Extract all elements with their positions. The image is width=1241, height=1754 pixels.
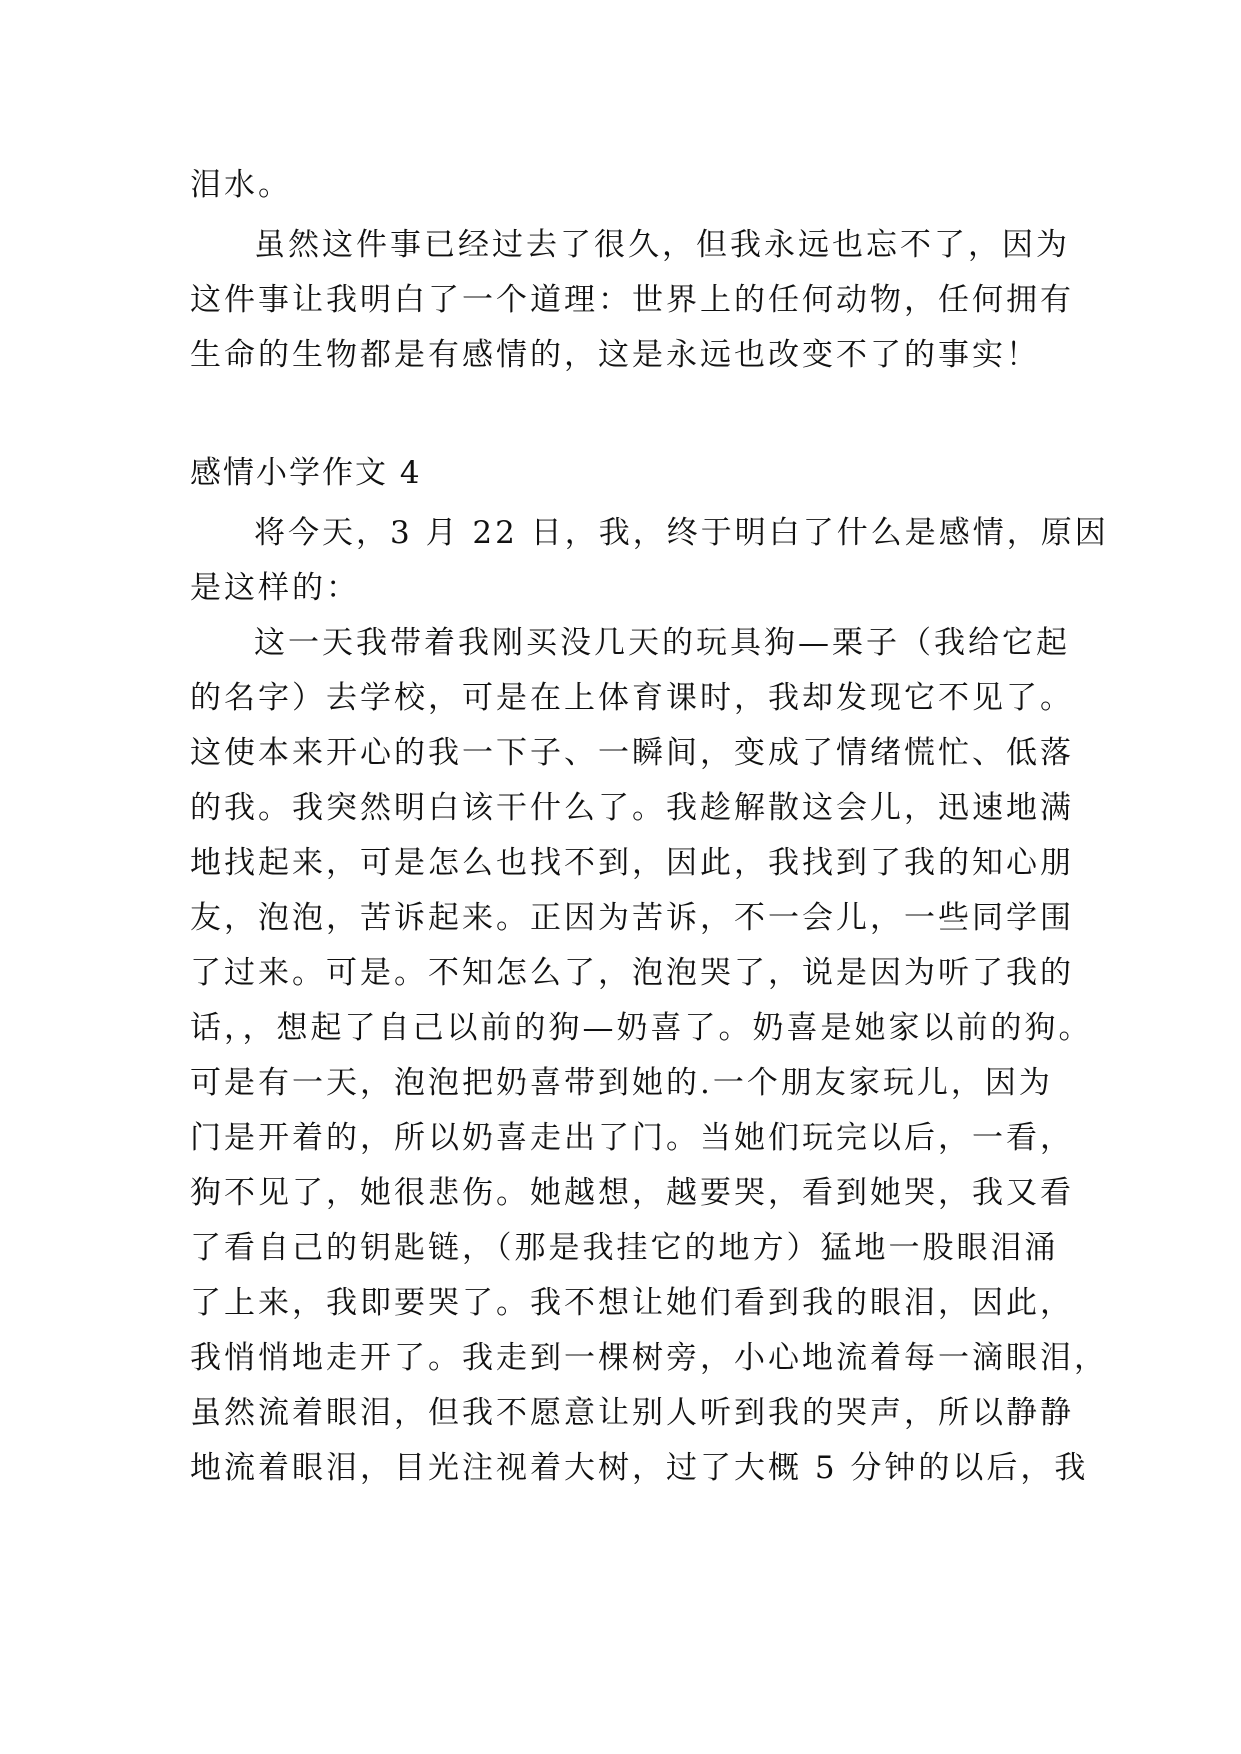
text-line: 地流着眼泪，目光注视着大树，过了大概 5 分钟的以后，我	[190, 1450, 1089, 1486]
text-line: 了看自己的钥匙链，（那是我挂它的地方）猛地一股眼泪涌	[190, 1230, 1059, 1266]
text-line: 这件事让我明白了一个道理：世界上的任何动物，任何拥有	[190, 282, 1074, 318]
text-line: 虽然流着眼泪，但我不愿意让别人听到我的哭声，所以静静	[190, 1395, 1074, 1431]
text-line: 可是有一天，泡泡把奶喜带到她的.一个朋友家玩儿，因为	[190, 1065, 1053, 1101]
section-heading: 感情小学作文 4	[190, 455, 422, 491]
text-line: 友，泡泡，苦诉起来。正因为苦诉，不一会儿，一些同学围	[190, 900, 1074, 936]
text-line: 门是开着的，所以奶喜走出了门。当她们玩完以后，一看，	[190, 1120, 1074, 1156]
text-line: 话，，想起了自己以前的狗—奶喜了。奶喜是她家以前的狗。	[190, 1010, 1093, 1046]
text-line: 是这样的：	[190, 570, 360, 606]
text-line: 的我。我突然明白该干什么了。我趁解散这会儿，迅速地满	[190, 790, 1074, 826]
text-line: 这使本来开心的我一下子、一瞬间，变成了情绪慌忙、低落	[190, 735, 1074, 771]
text-line: 狗不见了，她很悲伤。她越想，越要哭，看到她哭，我又看	[190, 1175, 1074, 1211]
text-line: 地找起来，可是怎么也找不到，因此，我找到了我的知心朋	[190, 845, 1074, 881]
text-line: 生命的生物都是有感情的，这是永远也改变不了的事实！	[190, 337, 1040, 373]
text-line: 了上来，我即要哭了。我不想让她们看到我的眼泪，因此，	[190, 1285, 1074, 1321]
paragraph-first-line: 将今天，3 月 22 日，我，终于明白了什么是感情，原因	[254, 515, 1109, 551]
text-line: 我悄悄地走开了。我走到一棵树旁，小心地流着每一滴眼泪，	[190, 1340, 1108, 1376]
text-line: 的名字）去学校，可是在上体育课时，我却发现它不见了。	[190, 680, 1074, 716]
paragraph-first-line: 虽然这件事已经过去了很久，但我永远也忘不了，因为	[254, 227, 1070, 263]
text-line: 泪水。	[190, 167, 292, 203]
text-line: 了过来。可是。不知怎么了，泡泡哭了，说是因为听了我的	[190, 955, 1074, 991]
paragraph-first-line: 这一天我带着我刚买没几天的玩具狗—栗子（我给它起	[254, 625, 1070, 661]
